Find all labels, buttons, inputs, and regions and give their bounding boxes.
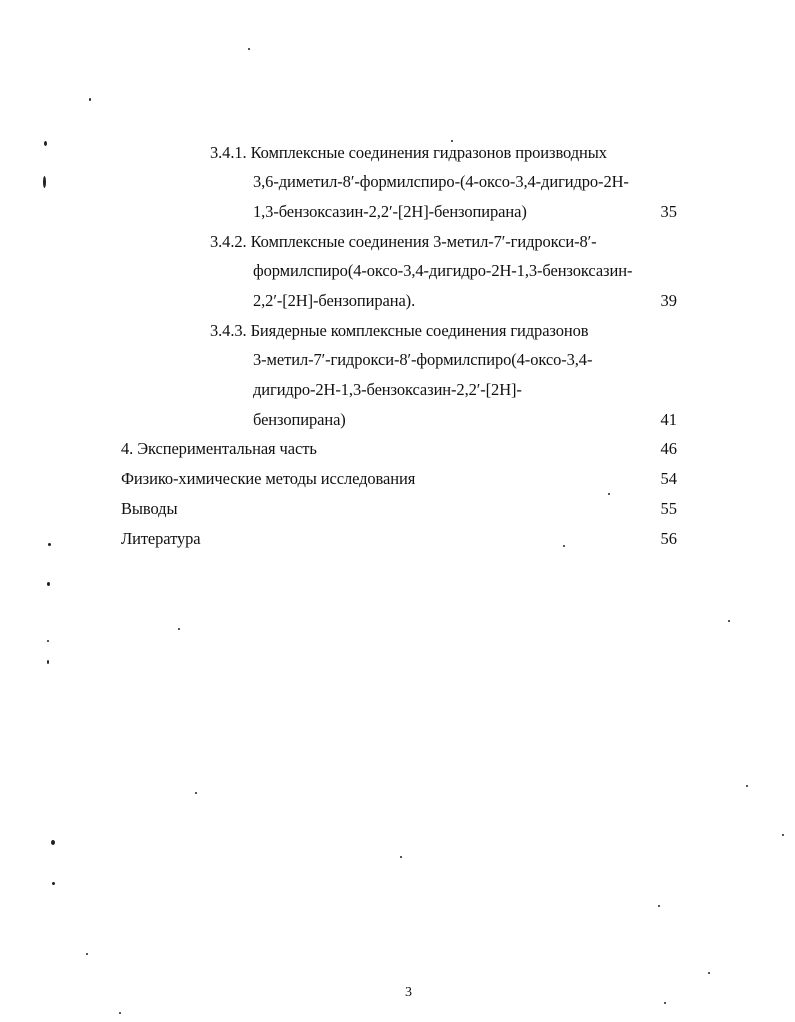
- scan-speck: [51, 840, 55, 845]
- toc-entry-page-number: 41: [660, 410, 677, 429]
- toc-entry-literature: Литература: [121, 529, 201, 548]
- toc-entry-3-4-1-label: [210, 143, 607, 163]
- page-number: 3: [405, 985, 412, 1000]
- toc-entry-number: 3.4.3.: [210, 321, 247, 340]
- scan-speck: [782, 834, 784, 836]
- scan-speck: [658, 905, 660, 907]
- toc-entry-4: 4. Экспериментальная часть: [121, 439, 317, 458]
- toc-entry-title-line: дигидро-2H-1,3-бензоксазин-2,2′-[2H]-: [253, 380, 522, 399]
- scan-speck: [43, 176, 46, 188]
- scan-speck: [195, 792, 197, 794]
- scan-speck: [664, 1002, 666, 1004]
- toc-entry-title-line: 3-метил-7′-гидрокси-8′-формилспиро(4-оксо-3,4-: [253, 350, 593, 369]
- toc-entry-page-number: 39: [660, 291, 677, 310]
- toc-entry-title-line: бензопирана): [253, 410, 346, 429]
- scan-speck: [728, 620, 730, 622]
- toc-entry-page-number: 54: [660, 469, 677, 488]
- toc-entry-number: 3.4.2.: [210, 232, 247, 251]
- scan-speck: [47, 640, 49, 642]
- scan-speck: [47, 582, 50, 586]
- toc-entry-title-line: Комплексные соединения гидразонов производных: [250, 143, 607, 162]
- scan-speck: [248, 48, 250, 50]
- toc-entry-page-number: 56: [660, 529, 677, 548]
- toc-entry-title-line: 2,2′-[2H]-бензопирана).: [253, 291, 416, 310]
- scan-speck: [48, 543, 51, 546]
- toc-entry-title-line: 1,3-бензоксазин-2,2′-[2H]-бензопирана): [253, 202, 527, 221]
- toc-entry-number: 3.4.1.: [210, 143, 247, 162]
- scan-speck: [86, 953, 88, 955]
- scan-speck: [178, 628, 180, 630]
- scan-speck: [400, 856, 402, 858]
- toc-entry-3-4-3-label: [210, 321, 588, 341]
- scan-speck: [52, 882, 55, 885]
- scan-speck: [119, 1012, 121, 1014]
- toc-entry-methods: Физико-химические методы исследования: [121, 469, 416, 488]
- toc-entry-title-line: 3,6-диметил-8′-формилспиро-(4-оксо-3,4-дигидро-2H-: [253, 172, 629, 191]
- toc-entry-title-line: формилспиро(4-оксо-3,4-дигидро-2H-1,3-бензоксазин-: [253, 261, 633, 280]
- scan-speck: [746, 785, 748, 787]
- scan-speck: [708, 972, 710, 974]
- scan-speck: [89, 98, 91, 101]
- toc-entry-page-number: 46: [660, 439, 677, 458]
- scan-speck: [47, 660, 49, 664]
- scan-speck: [608, 493, 610, 495]
- toc-entry-page-number: 55: [660, 499, 677, 518]
- toc-entry-conclusions: Выводы: [121, 499, 178, 518]
- scan-speck: [44, 141, 47, 146]
- toc-entry-3-4-2-label: [210, 232, 597, 252]
- toc-entry-page-number: 35: [660, 202, 677, 221]
- toc-entry-title-line: Комплексные соединения 3-метил-7′-гидрокси-8′-: [250, 232, 597, 251]
- scan-speck: [451, 140, 453, 142]
- toc-entry-title-line: Биядерные комплексные соединения гидразонов: [250, 321, 589, 340]
- scan-speck: [563, 545, 565, 547]
